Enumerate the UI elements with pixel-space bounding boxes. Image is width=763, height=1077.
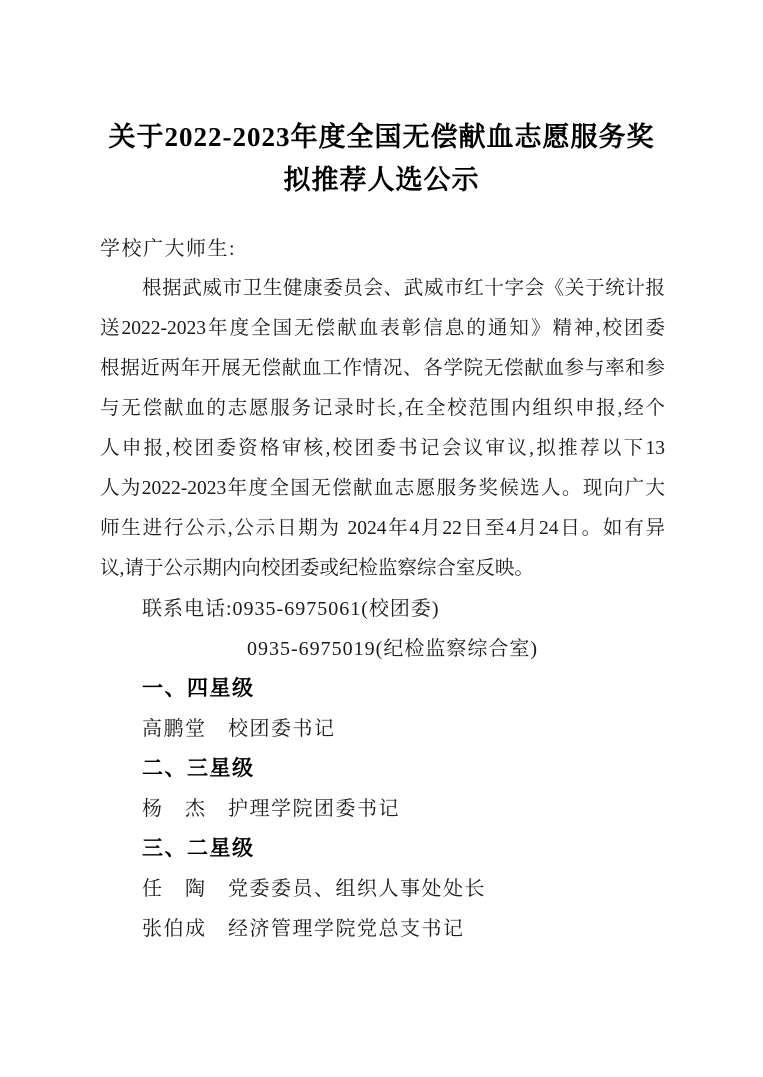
person-line: 杨 杰 护理学院团委书记 (142, 798, 400, 820)
paragraph-line: 送2022-2023年度全国无偿献血表彰信息的通知》精神,校团委 (100, 318, 665, 339)
title-line-1: 关于2022-2023年度全国无偿献血志愿服务奖 (108, 122, 655, 152)
section-heading-four-star: 一、四星级 (142, 677, 255, 700)
section-heading-three-star: 二、三星级 (142, 757, 255, 780)
section-heading-two-star: 三、二星级 (142, 837, 255, 860)
document-title (40, 116, 723, 202)
contact-phone-youth-league: 联系电话:0935-6975061(校团委) (142, 598, 440, 620)
title-line-2: 拟推荐人选公示 (283, 165, 480, 195)
paragraph-line: 与无偿献血的志愿服务记录时长,在全校范围内组织申报,经个 (100, 398, 665, 419)
person-line: 高鹏堂 校团委书记 (142, 718, 336, 740)
person-line: 任 陶 党委委员、组织人事处处长 (142, 878, 486, 900)
contact-phone-discipline-office: 0935-6975019(纪检监察综合室) (247, 638, 538, 660)
paragraph-line: 人申报,校团委资格审核,校团委书记会议审议,拟推荐以下13 (100, 438, 665, 459)
paragraph-line: 议,请于公示期内向校团委或纪检监察综合室反映。 (100, 558, 534, 579)
person-line: 张伯成 经济管理学院党总支书记 (142, 918, 465, 940)
salutation: 学校广大师生: (100, 238, 237, 260)
paragraph-line: 人为2022-2023年度全国无偿献血志愿服务奖候选人。现向广大 (100, 478, 665, 499)
document-body (100, 229, 665, 949)
paragraph-line: 师生进行公示,公示日期为 2024年4月22日至4月24日。如有异 (100, 518, 665, 539)
paragraph-line: 根据近两年开展无偿献血工作情况、各学院无偿献血参与率和参 (100, 358, 665, 379)
paragraph-line: 根据武威市卫生健康委员会、武威市红十字会《关于统计报 (142, 278, 665, 299)
